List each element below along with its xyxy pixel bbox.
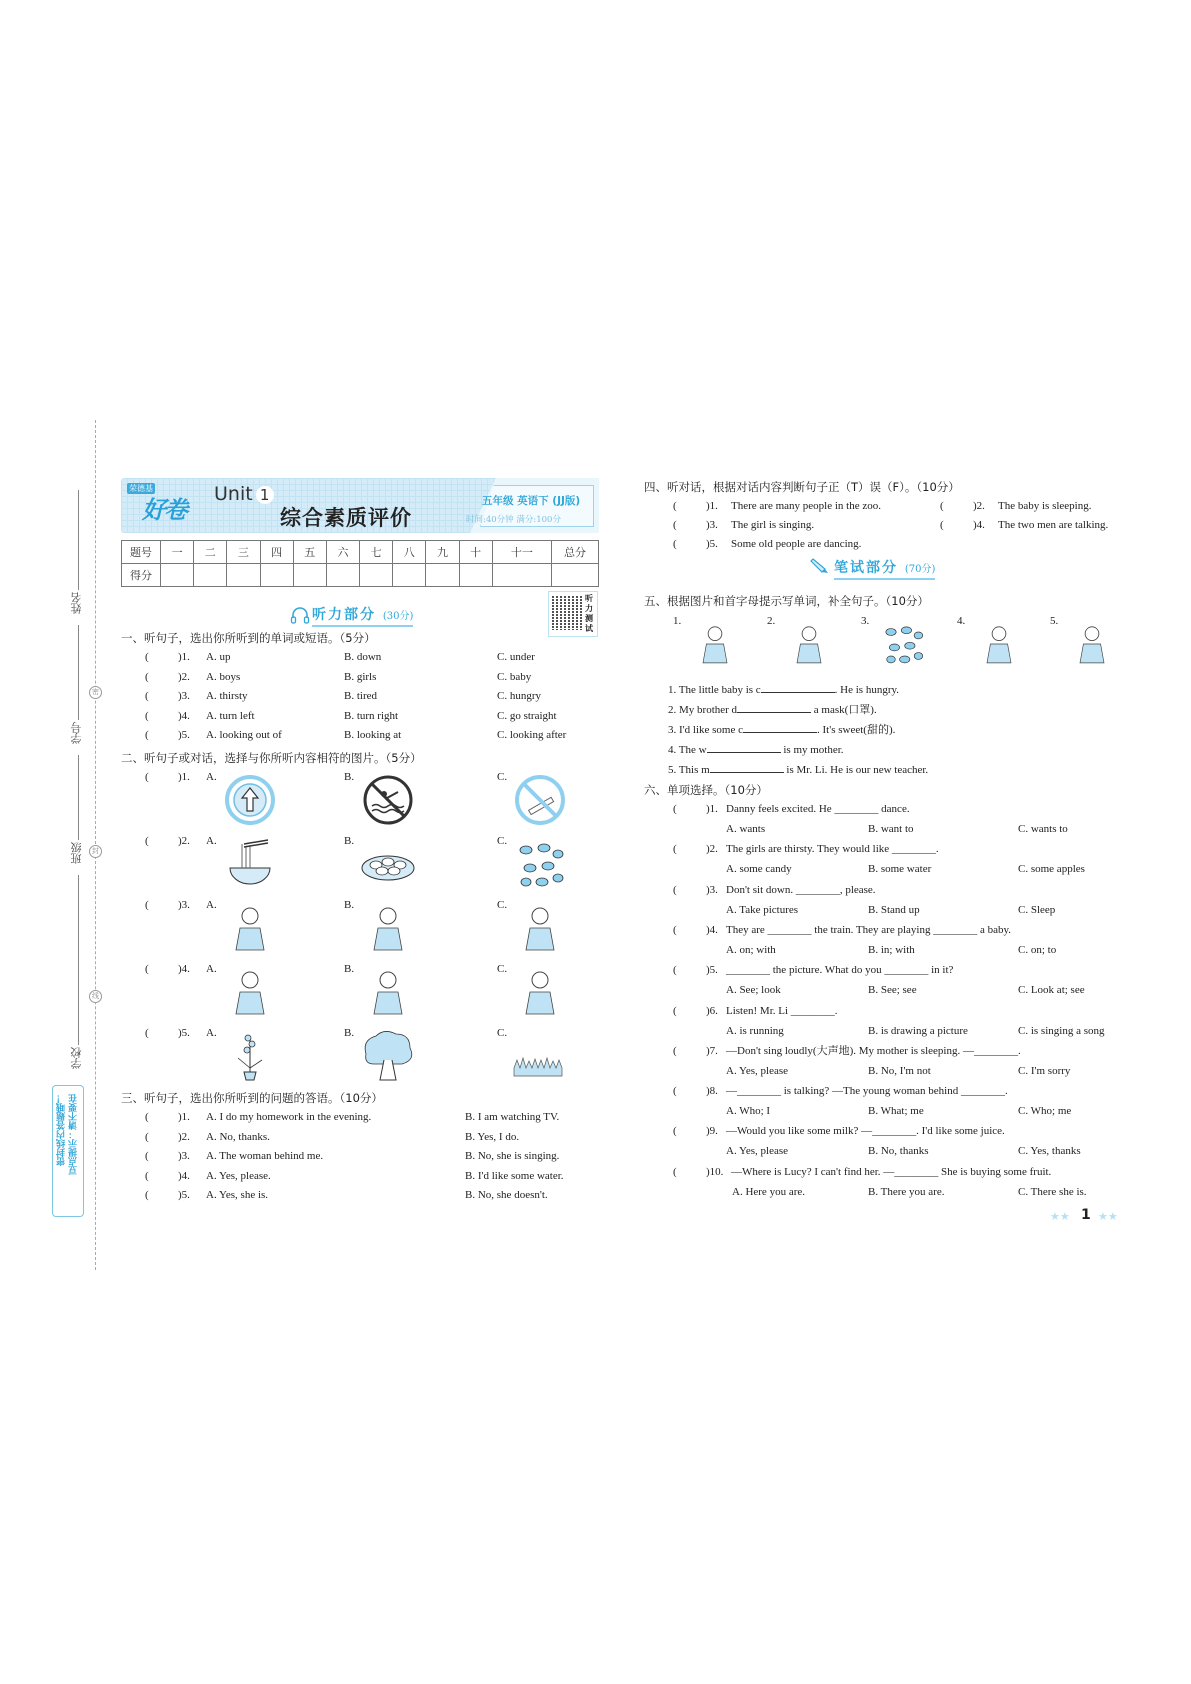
unit-title — [214, 483, 274, 505]
option-b[interactable]: B. No, thanks — [868, 1145, 929, 1158]
option-c[interactable]: C. baby — [497, 670, 532, 683]
writing-title: 笔试部分 — [834, 560, 898, 576]
listening-part-title — [312, 604, 413, 627]
fill-in-sentence — [668, 741, 844, 757]
school-line — [78, 875, 79, 1045]
score-cell[interactable] — [194, 564, 227, 587]
option-b[interactable]: B. What; me — [868, 1105, 924, 1118]
student-id-label: 学号 — [70, 722, 83, 744]
writing-part-title — [834, 557, 935, 580]
question-number: )5. — [706, 538, 718, 550]
option-a[interactable]: A. Yes, she is. — [206, 1189, 269, 1201]
seal-mark-feng: 封 — [89, 845, 102, 858]
listening-title: 听力部分 — [312, 607, 376, 623]
score-cell[interactable] — [293, 564, 326, 587]
option-b[interactable]: B. tired — [344, 690, 377, 702]
answer-bracket[interactable]: ( — [145, 771, 149, 783]
noodles-bowl-icon — [222, 838, 278, 890]
woman-icon — [975, 616, 1023, 672]
col-header: 五 — [293, 541, 326, 564]
school-label: 学校 — [70, 1047, 83, 1069]
col-header: 十 — [459, 541, 492, 564]
option-c-label[interactable]: C. — [497, 899, 508, 911]
score-cell-total[interactable] — [552, 564, 599, 587]
question-text: —Would you like some milk? —________. I'd like some juice. — [726, 1125, 1005, 1138]
unit-number: 1 — [256, 486, 274, 504]
col-header-total: 总分 — [552, 541, 599, 564]
question-number: )5. — [706, 964, 718, 977]
answer-bracket[interactable]: ( — [673, 538, 677, 550]
statement-text: The girl is singing. — [731, 519, 815, 531]
answer-bracket[interactable]: ( — [145, 1169, 149, 1182]
girl-running-icon — [512, 902, 568, 954]
candies-icon — [879, 616, 927, 672]
class-line — [78, 755, 79, 840]
option-a[interactable]: A. Yes, please. — [206, 1169, 271, 1182]
answer-bracket[interactable]: ( — [145, 899, 149, 911]
sentence-end: is my mother. — [780, 744, 844, 756]
qr-code[interactable] — [548, 591, 598, 637]
option-c[interactable]: C. looking after — [497, 729, 567, 741]
section6-title: 六、单项选择。（10分） — [644, 783, 768, 797]
name-label: 姓名 — [70, 592, 83, 614]
question-number: )9. — [706, 1125, 718, 1138]
girl-drawing-icon — [360, 902, 416, 954]
option-a[interactable]: A. wants — [726, 823, 766, 835]
question-number: )4. — [178, 963, 190, 975]
man-waving-icon — [1068, 616, 1116, 672]
score-table — [121, 540, 599, 587]
stars-right-icon: ★★ — [1098, 1210, 1118, 1223]
option-a[interactable]: A. up — [206, 651, 231, 663]
boy-at-desk-icon — [222, 966, 278, 1018]
question-number: )3. — [178, 690, 190, 702]
option-b[interactable]: B. some water — [868, 863, 932, 876]
option-a[interactable]: A. Yes, please — [726, 1064, 789, 1077]
answer-bracket[interactable]: ( — [673, 1125, 677, 1138]
answer-bracket[interactable]: ( — [145, 1150, 149, 1162]
picture-number: 3. — [861, 615, 870, 627]
option-c-label[interactable]: C. — [497, 771, 508, 783]
score-cell[interactable] — [161, 564, 194, 587]
option-b-label[interactable]: B. — [344, 835, 355, 847]
page-number: 1 — [1081, 1207, 1091, 1223]
option-a[interactable]: A. is running — [726, 1024, 784, 1037]
fill-in-sentence — [668, 701, 877, 717]
picture-number: 4. — [957, 615, 966, 627]
question-number: )4. — [178, 709, 190, 722]
score-cell[interactable] — [393, 564, 426, 587]
option-c[interactable]: C. I'm sorry — [1018, 1064, 1071, 1077]
option-c-label[interactable]: C. — [497, 963, 508, 975]
question-number: )1. — [178, 651, 190, 663]
fill-in-sentence — [668, 761, 928, 777]
girl-reading-icon — [222, 902, 278, 954]
option-a-label[interactable]: A. — [206, 835, 217, 847]
two-men-talking-icon — [512, 966, 568, 1018]
answer-blank[interactable] — [707, 741, 781, 753]
answer-bracket[interactable]: ( — [673, 500, 677, 512]
question-text: —Don't sing loudly(大声地). My mother is sleeping. —________. — [726, 1044, 1021, 1057]
answer-bracket[interactable]: ( — [145, 709, 149, 722]
seal-mark-mi: 密 — [89, 686, 102, 699]
answer-bracket[interactable]: ( — [673, 1044, 677, 1057]
question-number: )1. — [178, 1111, 190, 1123]
option-a[interactable]: A. I do my homework in the evening. — [206, 1111, 372, 1123]
question-text: ________ the picture. What do you ________ in it? — [726, 964, 954, 977]
question-number: )3. — [706, 519, 718, 531]
answer-bracket[interactable]: ( — [145, 729, 149, 741]
section5-title: 五、根据图片和首字母提示写单词，补全句子。（10分） — [644, 594, 929, 608]
option-b[interactable]: B. No, I'm not — [868, 1064, 931, 1077]
score-cell[interactable] — [492, 564, 551, 587]
answer-bracket[interactable]: ( — [673, 1004, 677, 1017]
option-a[interactable]: A. The woman behind me. — [206, 1150, 324, 1162]
picture-number: 1. — [673, 615, 682, 627]
answer-blank[interactable] — [737, 701, 811, 713]
answer-bracket[interactable]: ( — [145, 690, 149, 702]
option-b[interactable]: B. turn right — [344, 709, 399, 722]
statement-text: Some old people are dancing. — [731, 538, 862, 550]
brand-small: 荣德基 — [129, 484, 153, 493]
sentence-start: 1. The little baby is c — [668, 684, 761, 696]
answer-bracket[interactable]: ( — [145, 1189, 149, 1201]
option-a-label[interactable]: A. — [206, 771, 217, 783]
option-b-label[interactable]: B. — [344, 771, 355, 783]
option-b[interactable]: B. looking at — [344, 729, 402, 741]
go-straight-sign-icon — [222, 774, 278, 826]
grade-label: 五年级 英语下 (JJ版) — [482, 495, 581, 507]
qr-code-pattern — [552, 596, 582, 630]
question-text: —________ is talking? —The young woman behind ________. — [726, 1085, 1008, 1098]
headphones-icon — [290, 606, 310, 628]
row-label: 得分 — [122, 564, 161, 587]
option-c[interactable]: C. Look at; see — [1018, 984, 1085, 997]
col-header: 七 — [360, 541, 393, 564]
tip-line-1: 豆点提示：请不要在 — [69, 1094, 79, 1175]
col-header: 九 — [426, 541, 459, 564]
option-a[interactable]: A. some candy — [726, 863, 792, 876]
score-cell[interactable] — [426, 564, 459, 587]
answer-bracket[interactable]: ( — [673, 1085, 677, 1098]
score-cell[interactable] — [227, 564, 260, 587]
option-c-label[interactable]: C. — [497, 1027, 508, 1039]
option-a[interactable]: A. Who; I — [726, 1105, 771, 1118]
option-b[interactable]: B. down — [344, 651, 382, 663]
option-b[interactable]: B. I'd like some water. — [465, 1169, 564, 1182]
question-number: )4. — [178, 1169, 190, 1182]
answer-bracket[interactable]: ( — [673, 923, 677, 936]
question-number: )1. — [706, 500, 718, 512]
option-c[interactable]: C. go straight — [497, 709, 557, 722]
question-number: )2. — [178, 1130, 190, 1143]
dumplings-plate-icon — [360, 838, 416, 890]
answer-blank[interactable] — [761, 681, 835, 693]
answer-bracket[interactable]: ( — [145, 651, 149, 663]
crying-baby-icon — [691, 616, 739, 672]
option-a-label[interactable]: A. — [206, 899, 217, 911]
option-b[interactable]: B. girls — [344, 670, 377, 683]
option-c[interactable]: C. is singing a song — [1018, 1024, 1105, 1037]
sentence-end: . It's sweet(甜的). — [817, 724, 896, 736]
score-cell[interactable] — [360, 564, 393, 587]
option-b[interactable]: B. I am watching TV. — [465, 1111, 560, 1123]
option-a[interactable]: A. Here you are. — [732, 1185, 805, 1198]
question-number: )8. — [706, 1085, 718, 1098]
option-a[interactable]: A. looking out of — [206, 729, 282, 741]
option-c[interactable]: C. some apples — [1018, 863, 1085, 876]
sentence-end: is Mr. Li. He is our new teacher. — [783, 764, 929, 776]
option-a[interactable]: A. Yes, please — [726, 1145, 789, 1158]
writing-points: (70分) — [904, 564, 936, 575]
option-b[interactable]: B. in; with — [868, 943, 915, 956]
option-c-label[interactable]: C. — [497, 835, 508, 847]
answer-blank[interactable] — [710, 761, 784, 773]
question-text: Danny feels excited. He ________ dance. — [726, 803, 910, 815]
sentence-start: 2. My brother d — [668, 704, 738, 716]
question-number: )3. — [706, 883, 718, 896]
question-number: )3. — [178, 1150, 190, 1162]
option-b-label[interactable]: B. — [344, 899, 355, 911]
option-c[interactable]: C. on; to — [1018, 943, 1057, 956]
col-header: 一 — [161, 541, 194, 564]
statement-text: There are many people in the zoo. — [731, 500, 881, 512]
question-number: )2. — [706, 843, 718, 856]
statement-text: The baby is sleeping. — [998, 500, 1092, 512]
question-text: —Where is Lucy? I can't find her. —________ She is buying some fruit. — [731, 1165, 1052, 1178]
section3-title: 三、听句子，选出你所听到的问题的答语。（10分） — [121, 1091, 383, 1105]
option-a[interactable]: A. boys — [206, 670, 241, 683]
answer-bracket[interactable]: ( — [940, 519, 944, 531]
option-c[interactable]: C. wants to — [1018, 823, 1068, 835]
option-b[interactable]: B. There you are. — [868, 1185, 945, 1198]
flower-pot-icon — [222, 1030, 278, 1082]
question-text: Don't sit down. ________, please. — [726, 883, 876, 896]
class-label: 班级 — [70, 842, 83, 864]
no-smoking-sign-icon — [512, 774, 568, 826]
question-text: Listen! Mr. Li ________. — [726, 1004, 838, 1017]
question-number: )2. — [178, 670, 190, 683]
option-c[interactable]: C. under — [497, 651, 535, 663]
row-label: 题号 — [122, 541, 161, 564]
col-header: 二 — [194, 541, 227, 564]
option-a[interactable]: A. No, thanks. — [206, 1130, 270, 1143]
score-cell[interactable] — [459, 564, 492, 587]
qr-label: 听力测试 — [585, 594, 593, 633]
option-b[interactable]: B. want to — [868, 823, 914, 835]
question-number: )4. — [973, 519, 985, 531]
col-header: 八 — [393, 541, 426, 564]
question-text: They are ________ the train. They are playing ________ a baby. — [726, 923, 1012, 936]
option-a[interactable]: A. Take pictures — [726, 903, 799, 916]
question-number: )2. — [973, 500, 985, 512]
answer-bracket[interactable]: ( — [145, 670, 149, 683]
score-table-score-row — [122, 564, 599, 587]
col-header: 十一 — [492, 541, 551, 564]
option-c[interactable]: C. Sleep — [1018, 903, 1056, 916]
answer-bracket[interactable]: ( — [145, 963, 149, 975]
question-number: )5. — [178, 729, 190, 741]
option-a[interactable]: A. See; look — [726, 984, 781, 997]
option-b[interactable]: B. No, she doesn't. — [465, 1189, 548, 1201]
option-c[interactable]: C. There she is. — [1018, 1185, 1087, 1198]
fill-in-sentence — [668, 681, 899, 697]
time-info: 时间:40分钟 满分:100分 — [466, 515, 561, 525]
option-b[interactable]: B. Stand up — [868, 903, 920, 916]
answer-bracket[interactable]: ( — [145, 1130, 149, 1143]
option-b-label[interactable]: B. — [344, 1027, 355, 1039]
question-number: )2. — [178, 835, 190, 847]
option-c[interactable]: C. Yes, thanks — [1018, 1145, 1081, 1158]
children-playing-icon — [360, 966, 416, 1018]
col-header: 三 — [227, 541, 260, 564]
question-number: )5. — [178, 1189, 190, 1201]
picture-number: 5. — [1050, 615, 1059, 627]
page-title: 综合素质评价 — [280, 505, 412, 530]
answer-bracket[interactable]: ( — [673, 803, 677, 815]
section4-title: 四、听对话，根据对话内容判断句子正（T）误（F）。（10分） — [644, 480, 960, 494]
sentence-start: 4. The w — [668, 744, 707, 756]
option-b[interactable]: B. is drawing a picture — [868, 1024, 968, 1037]
answer-bracket[interactable]: ( — [673, 883, 677, 896]
section2-title: 二、听句子或对话，选择与你所听内容相符的图片。（5分） — [121, 751, 422, 765]
answer-bracket[interactable]: ( — [145, 835, 149, 847]
option-a[interactable]: A. on; with — [726, 943, 776, 956]
answer-bracket[interactable]: ( — [673, 519, 677, 531]
col-header: 六 — [326, 541, 359, 564]
question-number: )5. — [178, 1027, 190, 1039]
tip-line-2: 密封线内答题哦！ — [57, 1094, 67, 1166]
question-number: )7. — [706, 1044, 718, 1057]
option-b[interactable]: B. Yes, I do. — [465, 1130, 520, 1143]
score-table-header-row — [122, 541, 599, 564]
question-number: )10. — [706, 1165, 724, 1178]
listening-points: (30分) — [382, 611, 414, 622]
option-b[interactable]: B. See; see — [868, 984, 917, 997]
boy-drawing-icon — [785, 616, 833, 672]
picture-number: 2. — [767, 615, 776, 627]
question-number: )4. — [706, 923, 718, 936]
candies-icon — [512, 838, 568, 890]
sentence-end: a mask(口罩). — [811, 704, 877, 716]
grass-icon — [512, 1030, 568, 1082]
option-c[interactable]: C. hungry — [497, 690, 541, 702]
option-a[interactable]: A. turn left — [206, 709, 255, 722]
sentence-start: 3. I'd like some c — [668, 724, 743, 736]
question-number: )1. — [706, 803, 718, 815]
option-a-label[interactable]: A. — [206, 963, 217, 975]
unit-label: Unit — [214, 483, 253, 505]
question-number: )1. — [178, 771, 190, 783]
option-b[interactable]: B. No, she is singing. — [465, 1150, 560, 1162]
option-a-label[interactable]: A. — [206, 1027, 217, 1039]
tree-icon — [360, 1030, 416, 1082]
answer-bracket[interactable]: ( — [145, 1111, 149, 1123]
question-number: )6. — [706, 1004, 718, 1017]
brand-logo: 好卷 — [142, 496, 186, 524]
col-header: 四 — [260, 541, 293, 564]
sentence-start: 5. This m — [668, 764, 710, 776]
pencil-icon — [810, 556, 832, 578]
option-b-label[interactable]: B. — [344, 963, 355, 975]
answer-bracket[interactable]: ( — [673, 1165, 677, 1178]
fill-in-sentence — [668, 721, 895, 737]
stars-left-icon: ★★ — [1050, 1210, 1070, 1223]
seal-mark-xian: 线 — [89, 990, 102, 1003]
answer-blank[interactable] — [743, 721, 817, 733]
student-id-line — [78, 625, 79, 720]
name-line — [78, 490, 79, 590]
question-text: The girls are thirsty. They would like ________. — [726, 843, 939, 856]
tip-box — [52, 1085, 84, 1217]
answer-bracket[interactable]: ( — [145, 1027, 149, 1039]
question-number: )3. — [178, 899, 190, 911]
sentence-end: . He is hungry. — [834, 684, 900, 696]
section1-title: 一、听句子，选出你所听到的单词或短语。（5分） — [121, 631, 376, 645]
no-swimming-sign-icon — [360, 774, 416, 826]
option-a[interactable]: A. thirsty — [206, 690, 248, 702]
score-cell[interactable] — [326, 564, 359, 587]
answer-bracket[interactable]: ( — [940, 500, 944, 512]
answer-bracket[interactable]: ( — [673, 964, 677, 977]
option-c[interactable]: C. Who; me — [1018, 1105, 1072, 1118]
statement-text: The two men are talking. — [998, 519, 1109, 531]
score-cell[interactable] — [260, 564, 293, 587]
answer-bracket[interactable]: ( — [673, 843, 677, 856]
